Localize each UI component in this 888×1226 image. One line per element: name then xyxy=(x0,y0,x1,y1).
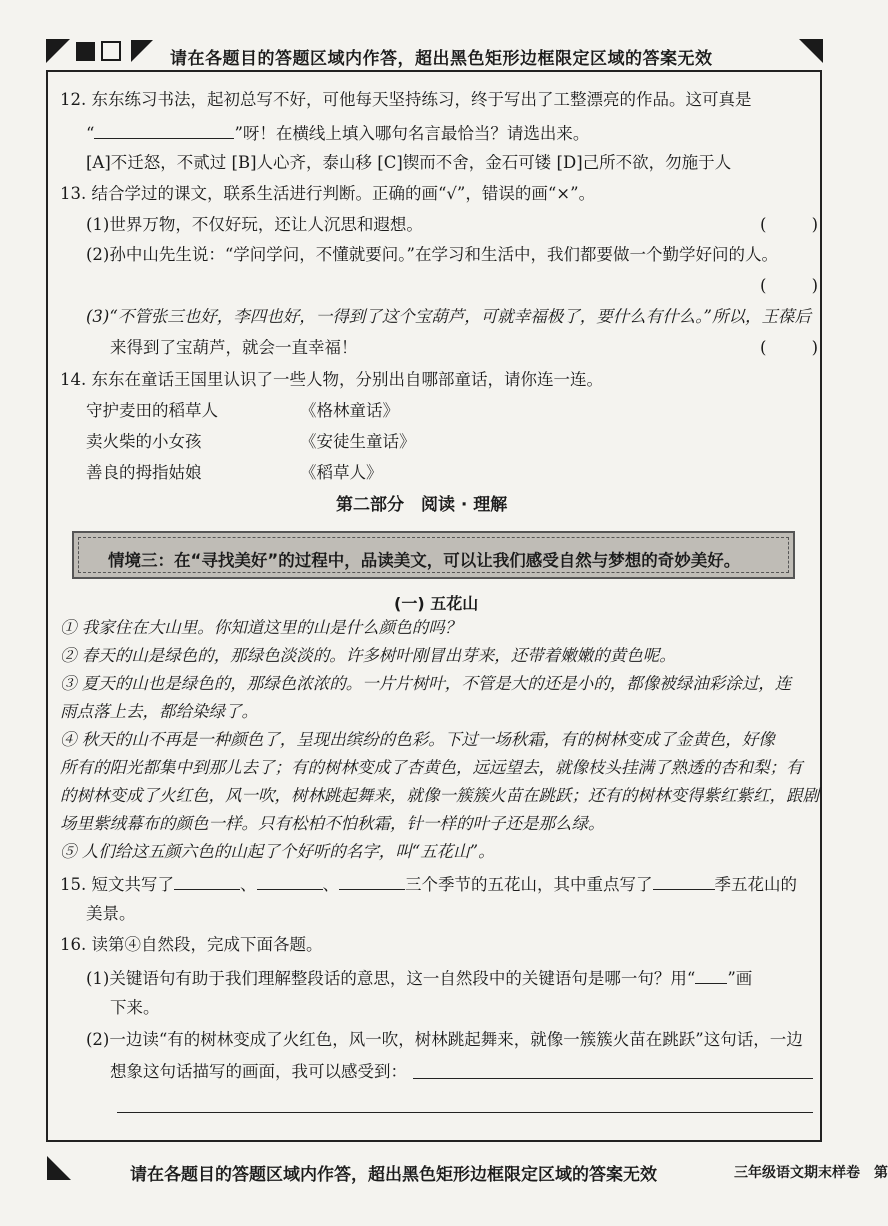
essay-paragraph-4-line4: 场里紫绒幕布的颜色一样。只有松柏不怕秋霜，针一样的叶子还是那么绿。 xyxy=(60,814,605,833)
q12-answer-blank[interactable] xyxy=(94,124,234,139)
q16-sub2-line2: 想象这句话描写的画面，我可以感受到： xyxy=(110,1062,407,1081)
q15-blank-1[interactable] xyxy=(174,875,240,890)
footer-page-info: 三年级语文期末样卷 第 xyxy=(734,1165,888,1181)
header-notice: 请在各题目的答题区域内作答，超出黑色矩形边框限定区域的答案无效 xyxy=(170,49,713,69)
q13-item1: (1)世界万物，不仅好玩，还让人沉思和遐想。 xyxy=(86,215,423,234)
footer-notice: 请在各题目的答题区域内作答，超出黑色矩形边框限定区域的答案无效 xyxy=(130,1165,657,1185)
empty-square-icon xyxy=(101,41,121,61)
q12-quote-close: ”呀！在横线上填入哪句名言最恰当？请选出来。 xyxy=(234,124,590,143)
part2-title: 第二部分 阅读 · 理解 xyxy=(336,495,508,515)
q15-separator: 、 xyxy=(322,875,339,894)
q13-item3-line2: 来得到了宝葫芦，就会一直幸福！ xyxy=(110,338,358,357)
essay-paragraph-4-line2: 所有的阳光都集中到那儿去了；有的树林变成了杏黄色，远远望去，就像枝头挂满了熟透的杏和梨；有 xyxy=(60,758,803,777)
q16-answer-line-2[interactable] xyxy=(117,1112,813,1113)
q14-character[interactable]: 善良的拇指姑娘 xyxy=(86,463,202,482)
q12-stem-line2 xyxy=(86,124,589,143)
q12-quote-open: “ xyxy=(86,124,95,143)
page-footer xyxy=(0,1154,888,1194)
q12-stem-line1: 12. 东东练习书法，起初总写不好，可他每天坚持练习，终于写出了工整漂亮的作品。这可真是 xyxy=(60,90,752,109)
essay-paragraph-3-line1: ③ 夏天的山也是绿色的，那绿色浓浓的。一片片树叶，不管是大的还是小的，都像被绿油彩涂过，连 xyxy=(60,674,792,693)
q14-book[interactable]: 《稻草人》 xyxy=(300,463,383,482)
q16-sub1-line1 xyxy=(86,969,752,988)
q15-stem xyxy=(60,875,797,894)
q12-options: [A]不迁怒，不贰过 [B]人心齐，泰山移 [C]锲而不舍，金石可镂 [D]己所不欲，勿施于人 xyxy=(86,153,732,172)
filled-square-icon xyxy=(76,42,95,61)
q14-character[interactable]: 卖火柴的小女孩 xyxy=(86,432,202,451)
q16-answer-line-1[interactable] xyxy=(413,1078,813,1079)
q15-blank-2[interactable] xyxy=(257,875,323,890)
q13-item1-answer-paren[interactable]: ( ) xyxy=(760,215,839,234)
q15-separator: 、 xyxy=(240,875,257,894)
essay-title: (一) 五花山 xyxy=(394,594,479,613)
q13-item2-answer-paren[interactable]: ( ) xyxy=(760,276,839,295)
q13-stem: 13. 结合学过的课文，联系生活进行判断。正确的画“√”，错误的画“×”。 xyxy=(60,184,596,203)
q13-item2: (2)孙中山先生说：“学问学问，不懂就要问。”在学习和生活中，我们都要做一个勤学好问的人。 xyxy=(86,245,778,264)
q16-sub2-line1: (2)一边读“有的树林变成了火红色，风一吹，树林跳起舞来，就像一簇簇火苗在跳跃”这句话，一边 xyxy=(86,1030,803,1049)
q13-item3-answer-paren[interactable]: ( ) xyxy=(760,338,839,357)
q14-book[interactable]: 《格林童话》 xyxy=(300,401,399,420)
q14-book[interactable]: 《安徒生童话》 xyxy=(300,432,416,451)
q16-stem: 16. 读第④自然段，完成下面各题。 xyxy=(60,935,323,954)
scenario-banner xyxy=(72,531,795,579)
q15-text-mid: 三个季节的五花山，其中重点写了 xyxy=(405,875,653,894)
q15-text-post: 季五花山的 xyxy=(714,875,797,894)
essay-paragraph-1: ① 我家住在大山里。你知道这里的山是什么颜色的吗？ xyxy=(60,618,462,637)
essay-paragraph-4-line1: ④ 秋天的山不再是一种颜色了，呈现出缤纷的色彩。下过一场秋霜，有的树林变成了金黄色，好像 xyxy=(60,730,775,749)
registration-marks xyxy=(46,39,153,63)
corner-triangle-icon xyxy=(46,39,70,63)
essay-paragraph-3-line2: 雨点落上去，都给染绿了。 xyxy=(60,702,258,721)
corner-triangle-icon xyxy=(131,40,153,62)
q15-line2: 美景。 xyxy=(86,904,136,923)
q16-underline-mark xyxy=(695,969,727,984)
corner-triangle-icon xyxy=(47,1156,71,1180)
q14-stem: 14. 东东在童话王国里认识了一些人物，分别出自哪部童话，请你连一连。 xyxy=(60,370,603,389)
q16-sub1-text: (1)关键语句有助于我们理解整段话的意思，这一自然段中的关键语句是哪一句？用“ xyxy=(86,969,696,988)
q15-text-pre: 15. 短文共写了 xyxy=(60,875,174,894)
q15-blank-4[interactable] xyxy=(653,875,715,890)
q14-character[interactable]: 守护麦田的稻草人 xyxy=(86,401,218,420)
essay-paragraph-4-line3: 的树林变成了火红色，风一吹，树林跳起舞来，就像一簇簇火苗在跳跃；还有的树林变得紫红紫红，跟剧 xyxy=(60,786,819,805)
q15-blank-3[interactable] xyxy=(339,875,405,890)
essay-paragraph-5: ⑤ 人们给这五颜六色的山起了个好听的名字，叫“五花山”。 xyxy=(60,842,495,861)
q16-sub1-text-end: ”画 xyxy=(727,969,753,988)
q16-sub1-line2: 下来。 xyxy=(110,998,160,1017)
scenario-text: 情境三：在“寻找美好”的过程中，品读美文，可以让我们感受自然与梦想的奇妙美好。 xyxy=(108,551,741,570)
essay-paragraph-2: ② 春天的山是绿色的，那绿色淡淡的。许多树叶刚冒出芽来，还带着嫩嫩的黄色呢。 xyxy=(60,646,676,665)
corner-triangle-right-icon xyxy=(799,39,823,63)
q13-item3-line1: (3)“不管张三也好，李四也好，一得到了这个宝葫芦，可就幸福极了，要什么有什么。”所以，王葆后 xyxy=(86,307,811,326)
